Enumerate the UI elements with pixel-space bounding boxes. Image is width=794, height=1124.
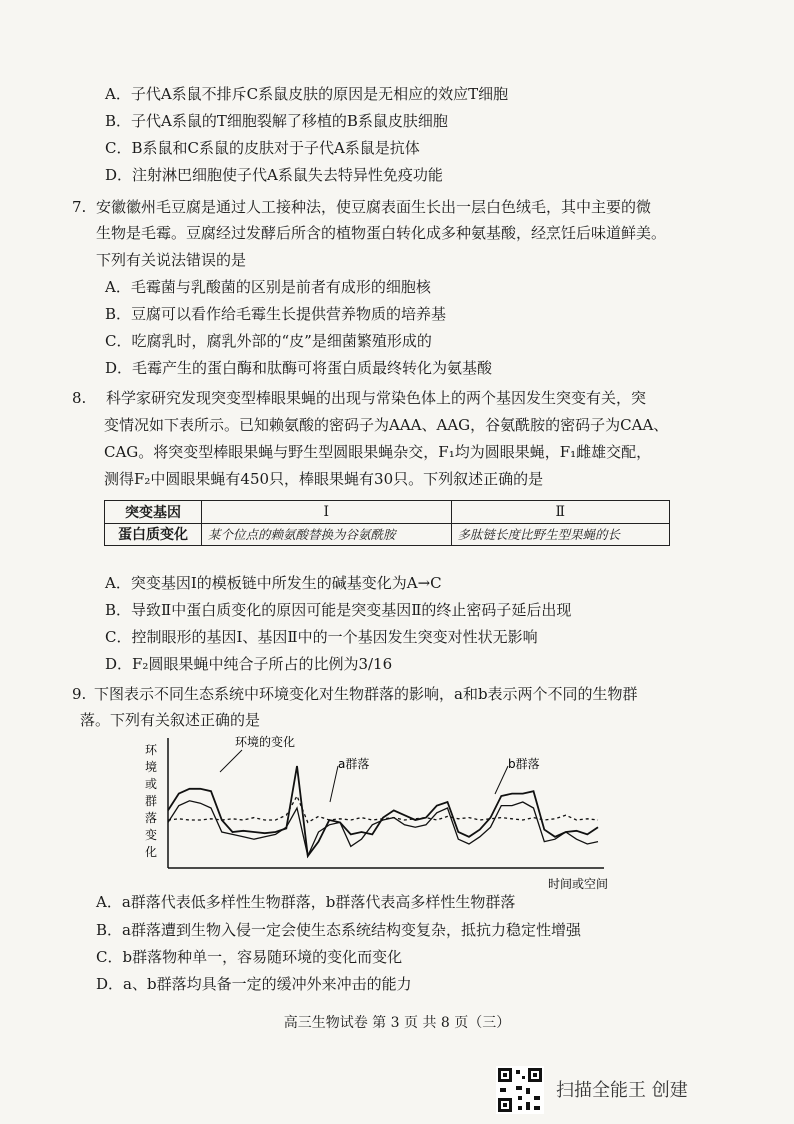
q8-stem-3: CAG。将突变型棒眼果蝇与野生型圆眼果蝇杂交，F₁均为圆眼果蝇，F₁雌雄交配， <box>104 443 652 461</box>
q8-stem-4: 测得F₂中圆眼果蝇有450只，棒眼果蝇有30只。下列叙述正确的是 <box>104 470 544 488</box>
q8-option-a: A．突变基因Ⅰ的模板链中所发生的碱基变化为A→C <box>105 574 442 592</box>
page-footer: 高三生物试卷 第 3 页 共 8 页（三） <box>283 1015 511 1031</box>
q8-option-b: B．导致Ⅱ中蛋白质变化的原因可能是突变基因Ⅱ的终止密码子延后出现 <box>105 601 572 619</box>
table-header-label: 突变基因 <box>105 501 202 524</box>
q9-number: 9. <box>72 685 87 703</box>
y-axis-label-char: 变 <box>144 828 158 842</box>
x-axis-label: 时间或空间 <box>548 877 609 891</box>
q9-option-a: A．a群落代表低多样性生物群落，b群落代表高多样性生物群落 <box>96 893 516 911</box>
series-line-3 <box>168 801 598 856</box>
annotation-leader <box>220 750 242 772</box>
q7-stem-2: 生物是毛霉。豆腐经过发酵后所含的植物蛋白转化成多种氨基酸，经烹饪后味道鲜美。 <box>96 224 667 242</box>
q8-number: 8. <box>72 389 87 407</box>
y-axis-label-char: 化 <box>144 845 158 859</box>
q8-option-d: D．F₂圆眼果蝇中纯合子所占的比例为3/16 <box>105 655 393 673</box>
q7-stem-1: 安徽徽州毛豆腐是通过人工接种法，使豆腐表面生长出一层白色绒毛，其中主要的微 <box>96 198 652 216</box>
table-row-label: 蛋白质变化 <box>105 523 202 546</box>
q7-option-d: D．毛霉产生的蛋白酶和肽酶可将蛋白质最终转化为氨基酸 <box>105 359 493 377</box>
q7-option-b: B．豆腐可以看作给毛霉生长提供营养物质的培养基 <box>105 305 447 323</box>
q8-stem-1: 科学家研究发现突变型棒眼果蝇的出现与常染色体上的两个基因发生突变有关，突 <box>106 389 647 407</box>
q6-option-d: D．注射淋巴细胞使子代A系鼠失去特异性免疫功能 <box>105 166 443 184</box>
q6-option-b: B．子代A系鼠的T细胞裂解了移植的B系鼠皮肤细胞 <box>105 112 448 130</box>
q8-stem-2: 变情况如下表所示。已知赖氨酸的密码子为AAA、AAG，谷氨酰胺的密码子为CAA、 <box>104 416 669 434</box>
chart-annotation: b群落 <box>508 757 540 771</box>
chart-annotation: 环境的变化 <box>235 735 296 749</box>
qr-code-icon <box>496 1066 544 1114</box>
table-cell-2: 多肽链长度比野生型果蝇的长 <box>451 523 669 546</box>
annotation-leader <box>495 766 508 794</box>
annotation-leader <box>330 766 338 802</box>
q9-option-d: D．a、b群落均具备一定的缓冲外来冲击的能力 <box>96 975 412 993</box>
table-row <box>105 523 670 546</box>
chart-annotation: a群落 <box>338 757 370 771</box>
table-cell-1: 某个位点的赖氨酸替换为谷氨酰胺 <box>202 523 452 546</box>
y-axis-label-char: 环 <box>144 743 158 757</box>
table-col-2: Ⅱ <box>451 501 669 524</box>
series-line-1 <box>168 766 598 856</box>
q7-option-a: A．毛霉菌与乳酸菌的区别是前者有成形的细胞核 <box>105 278 431 296</box>
q9-stem-2: 落。下列有关叙述正确的是 <box>80 711 261 729</box>
y-axis-label-char: 境 <box>144 760 158 774</box>
y-axis-label-char: 落 <box>144 811 158 825</box>
scanner-watermark: 扫描全能王 创建 <box>556 1080 688 1101</box>
q9-option-b: B．a群落遭到生物入侵一定会使生态系统结构变复杂，抵抗力稳定性增强 <box>96 921 581 939</box>
q7-stem-3: 下列有关说法错误的是 <box>96 251 247 269</box>
mutation-table <box>104 500 670 546</box>
q6-option-c: C．B系鼠和C系鼠的皮肤对于子代A系鼠是抗体 <box>105 139 420 157</box>
ecosystem-chart <box>140 732 610 892</box>
q7-number: 7. <box>72 198 87 216</box>
y-axis-label-char: 或 <box>144 777 158 791</box>
q9-stem-1: 下图表示不同生态系统中环境变化对生物群落的影响，a和b表示两个不同的生物群 <box>94 685 638 703</box>
y-axis-label-char: 群 <box>144 794 158 808</box>
table-row <box>105 501 670 524</box>
q8-option-c: C．控制眼形的基因Ⅰ、基因Ⅱ中的一个基因发生突变对性状无影响 <box>105 628 538 646</box>
q6-option-a: A．子代A系鼠不排斥C系鼠皮肤的原因是无相应的效应T细胞 <box>105 85 509 103</box>
q7-option-c: C．吃腐乳时，腐乳外部的“皮”是细菌繁殖形成的 <box>105 332 432 350</box>
q9-option-c: C．b群落物种单一，容易随环境的变化而变化 <box>96 948 403 966</box>
table-col-1: Ⅰ <box>202 501 452 524</box>
